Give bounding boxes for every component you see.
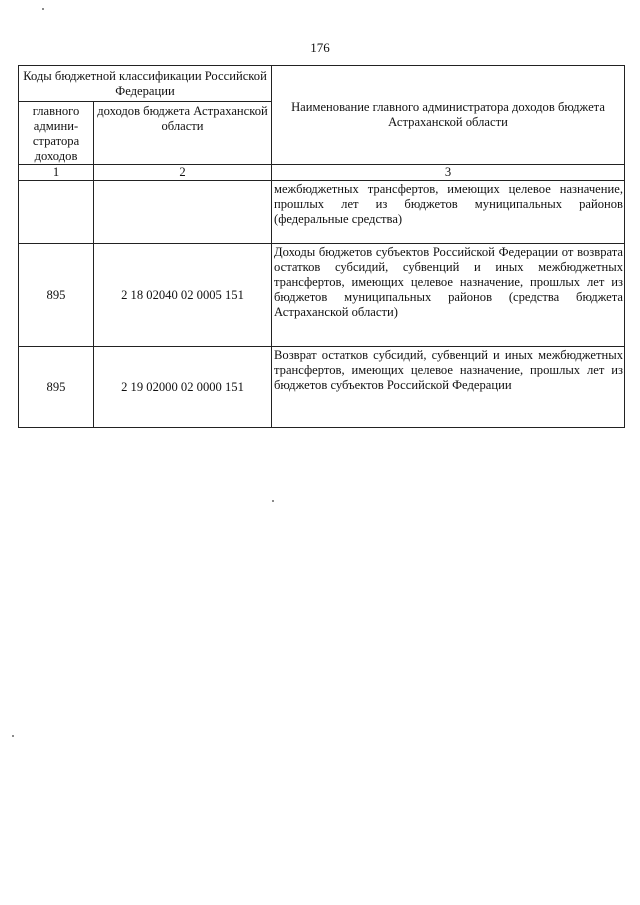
header-row-group: [19, 66, 625, 102]
income-code-cell: 2 18 02040 02 0005 151: [94, 244, 272, 347]
header-admin-code-column: главного админи-стратора доходов: [19, 102, 94, 165]
income-code-cell: [94, 181, 272, 244]
header-group-title: Коды бюджетной классификации Российской Федерации: [19, 66, 272, 102]
column-number: 3: [272, 165, 625, 181]
scan-speck: [12, 735, 14, 737]
name-cell: Доходы бюджетов субъектов Российской Федерации от возврата остатков субсидий, субвенций и иных межбюджетных трансфертов, имеющих целевое назначение, прошлых лет из бюджетов муниципальных районов (средства бюджета Астраханской области): [272, 244, 625, 347]
admin-code-cell: [19, 181, 94, 244]
income-code-cell: 2 19 02000 02 0000 151: [94, 347, 272, 428]
column-number-row: [19, 165, 625, 181]
name-cell: Возврат остатков субсидий, субвенций и иных межбюджетных трансфертов, имеющих целевое назначение, прошлых лет из бюджетов субъектов Российской Федерации: [272, 347, 625, 428]
column-number: 2: [94, 165, 272, 181]
admin-code-cell: 895: [19, 244, 94, 347]
header-income-code-column: доходов бюджета Астраханской области: [94, 102, 272, 165]
page-number: 176: [310, 40, 330, 55]
table-row: [19, 347, 625, 428]
budget-classification-table: [18, 65, 625, 428]
column-number: 1: [19, 165, 94, 181]
scan-speck: [42, 8, 44, 10]
admin-code-cell: 895: [19, 347, 94, 428]
name-cell: межбюджетных трансфертов, имеющих целевое назначение, прошлых лет из бюджетов муниципальных районов (федеральные средства): [272, 181, 625, 244]
table-row: [19, 181, 625, 244]
header-name-column: Наименование главного администратора доходов бюджета Астраханской области: [272, 66, 625, 165]
scan-speck: [272, 500, 274, 502]
table-row: [19, 244, 625, 347]
